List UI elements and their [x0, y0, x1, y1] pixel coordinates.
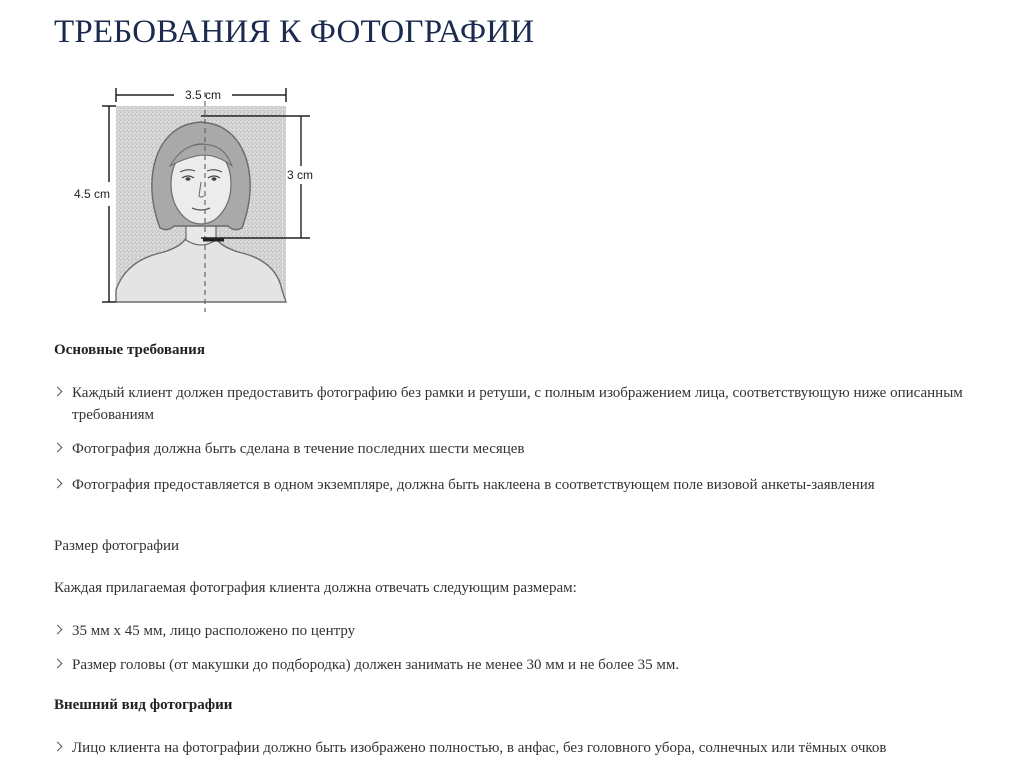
size-intro: Каждая прилагаемая фотография клиента должна отвечать следующим размерам: — [54, 580, 577, 596]
chevron-right-icon — [53, 479, 63, 489]
list-item-text: Каждый клиент должен предоставить фотографию без рамки и ретуши, с полным изображением лица, соответствующую ниже описанным требованиям — [72, 385, 963, 423]
section-title-appearance: Внешний вид фотографии — [54, 697, 233, 713]
list-item-text: Фотография должна быть сделана в течение последних шести месяцев — [72, 441, 525, 457]
page-title: ТРЕБОВАНИЯ К ФОТОГРАФИИ — [54, 14, 535, 50]
list-item — [54, 438, 984, 460]
width-dimension-label: 3.5 cm — [184, 88, 222, 102]
list-item-text: Фотография предоставляется в одном экземпляре, должна быть наклеена в соответствующем поле визовой анкеты-заявления — [72, 477, 875, 493]
list-item — [54, 382, 984, 426]
head-dimension-label: 3 cm — [286, 168, 314, 182]
list-item-text: Размер головы (от макушки до подбородка) должен занимать не менее 30 мм и не более 35 мм. — [72, 657, 680, 673]
chevron-right-icon — [53, 742, 63, 752]
appearance-requirements-list — [54, 737, 984, 759]
chevron-right-icon — [53, 659, 63, 669]
height-dimension-label: 4.5 cm — [73, 187, 111, 201]
list-item — [54, 620, 984, 642]
list-item — [54, 737, 984, 759]
list-item-text: 35 мм x 45 мм, лицо расположено по центру — [72, 623, 356, 639]
list-item — [54, 474, 984, 518]
list-item — [54, 654, 984, 676]
size-requirements-list — [54, 620, 984, 676]
list-item-text: Лицо клиента на фотографии должно быть изображено полностью, в анфас, без головного убора, солнечных или тёмных очков — [72, 740, 887, 756]
chevron-right-icon — [53, 443, 63, 453]
chevron-right-icon — [53, 625, 63, 635]
chevron-right-icon — [53, 387, 63, 397]
section-title-basic: Основные требования — [54, 342, 205, 358]
basic-requirements-list — [54, 382, 984, 518]
size-heading: Размер фотографии — [54, 538, 180, 554]
photo-requirements-diagram — [64, 80, 324, 312]
